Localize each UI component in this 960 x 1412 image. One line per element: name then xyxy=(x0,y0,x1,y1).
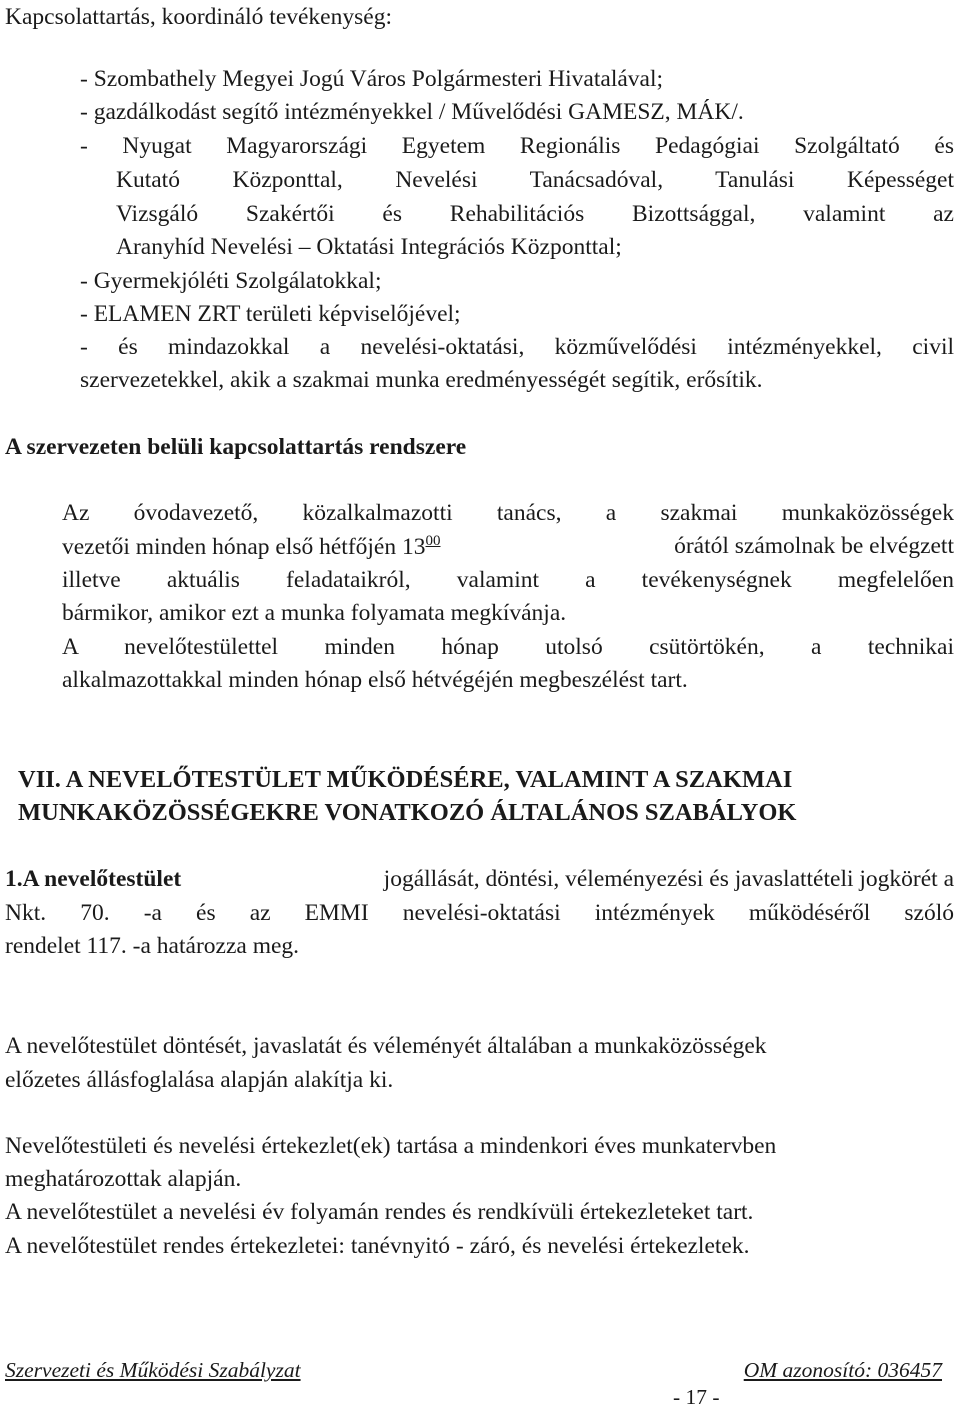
paragraph-line: bármikor, amikor ezt a munka folyamata megkívánja. xyxy=(62,600,567,626)
paragraph-line: A nevelőtestület döntését, javaslatát és véleményét általában a munkaközösségek xyxy=(5,1033,767,1059)
list-item-continuation: Kutató Központtal, Nevelési Tanácsadóval, Tanulási Képességet xyxy=(116,167,954,193)
meeting-time-text: vezetői minden hónap első hétfőjén $13^{00}$ xyxy=(62,533,441,560)
paragraph-line: rendelet 117. -a határozza meg. xyxy=(5,933,300,959)
chapter-title-line: MUNKAKÖZÖSSÉGEKRE VONATKOZÓ ÁLTALÁNOS SZABÁLYOK xyxy=(18,799,797,826)
section-intro: Kapcsolattartás, koordináló tevékenység: xyxy=(5,4,392,30)
list-item: - ELAMEN ZRT területi képviselőjével; xyxy=(80,301,461,327)
list-item: - Gyermekjóléti Szolgálatokkal; xyxy=(80,268,382,294)
paragraph-line: Nevelőtestületi és nevelési értekezlet(ek) tartása a mindenkori éves munkatervben xyxy=(5,1133,777,1159)
paragraph-line: meghatározottak alapján. xyxy=(5,1166,242,1192)
chapter-title-line: VII. A NEVELŐTESTÜLET MŰKÖDÉSÉRE, VALAMINT A SZAKMAI xyxy=(18,766,793,793)
section-heading: A szervezeten belüli kapcsolattartás rendszere xyxy=(5,434,467,460)
section-1-lead: 1.A nevelőtestület xyxy=(5,866,182,892)
list-item-continuation: Vizsgáló Szakértői és Rehabilitációs Bizottsággal, valamint az xyxy=(116,201,954,227)
paragraph-text: jogállását, döntési, véleményezési és javaslattételi jogkörét a xyxy=(383,866,954,892)
list-item-continuation: Aranyhíd Nevelési – Oktatási Integrációs Központtal; xyxy=(116,234,622,260)
paragraph-line xyxy=(5,866,954,893)
list-item: - Nyugat Magyarországi Egyetem Regionális Pedagógiai Szolgáltató és xyxy=(80,133,954,159)
paragraph-line: Nkt. 70. -a és az EMMI nevelési-oktatási intézmények működéséről szóló xyxy=(5,900,954,926)
paragraph-line: Az óvodavezető, közalkalmazotti tanács, a szakmai munkaközösségek xyxy=(62,500,954,526)
list-item: - Szombathely Megyei Jogú Város Polgármesteri Hivatalával; xyxy=(80,66,664,92)
list-item-continuation: szervezetekkel, akik a szakmai munka eredményességét segítik, erősítik. xyxy=(80,367,763,393)
footer-om-id: OM azonosító: 036457 xyxy=(743,1358,942,1382)
list-item: - és mindazokkal a nevelési-oktatási, közművelődési intézményekkel, civil xyxy=(80,334,954,360)
paragraph-line: alkalmazottakkal minden hónap első hétvégéjén megbeszélést tart. xyxy=(62,667,688,693)
footer-document-title: Szervezeti és Működési Szabályzat xyxy=(5,1358,301,1382)
page-number: - 17 - xyxy=(673,1385,720,1409)
paragraph-line xyxy=(62,533,954,561)
paragraph-line: A nevelőtestület a nevelési év folyamán rendes és rendkívüli értekezleteket tart. xyxy=(5,1199,754,1225)
paragraph-text: órától számolnak be elvégzett xyxy=(674,533,954,559)
paragraph-line: illetve aktuális feladataikról, valamint a tevékenységnek megfelelően xyxy=(62,567,954,593)
paragraph-line: A nevelőtestülettel minden hónap utolsó csütörtökén, a technikai xyxy=(62,634,954,660)
paragraph-line: előzetes állásfoglalása alapján alakítja ki. xyxy=(5,1067,394,1093)
paragraph-line: A nevelőtestület rendes értekezletei: tanévnyitó - záró, és nevelési értekezletek. xyxy=(5,1233,750,1259)
list-item: - gazdálkodást segítő intézményekkel / Művelődési GAMESZ, MÁK/. xyxy=(80,99,744,125)
